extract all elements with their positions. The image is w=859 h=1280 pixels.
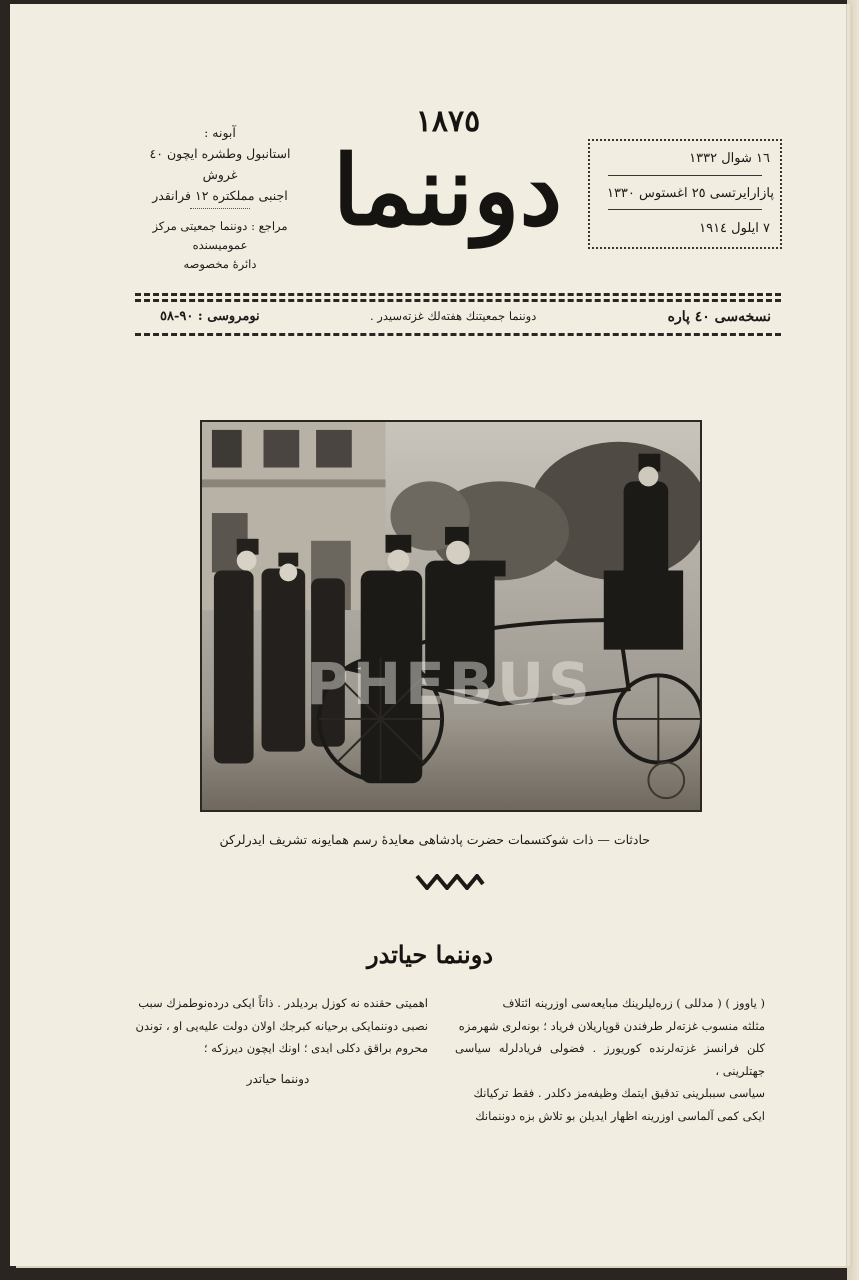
- masthead-year: ١٨٧٥: [415, 104, 481, 139]
- photo-caption: حادثات — ذات شوكتسمات حضرت پادشاهى معايدهٔ رسم همايونه تشريف ايدرلركن: [219, 832, 650, 847]
- watermark: PHEBUS: [306, 650, 594, 718]
- article-column-right: [455, 992, 765, 1127]
- dashed-rule: [135, 293, 781, 296]
- article-title: دوننما حياتدر: [367, 940, 493, 969]
- address-line: مراجع : دوننما جمعيتى مركز عموميسنده: [152, 219, 288, 252]
- divider: [608, 175, 762, 176]
- address-office: دائرهٔ مخصوصه: [183, 257, 257, 271]
- dashed-rule: [135, 299, 781, 302]
- article-line: نصبى دوننمايكى برحيانه كبرجك اولان دولت عليه‌يى او ، توندن: [135, 1018, 428, 1033]
- issue-number: نومروسى : ٩٠-٥٨: [160, 309, 260, 324]
- article-signature: دوننما حياتدر: [246, 1071, 310, 1086]
- subscription-domestic: استانبول وطشره ايچون ٤٠ غروش: [149, 146, 291, 182]
- news-photograph: [200, 420, 702, 812]
- gregorian-date: ٧ ايلول ١٩١٤: [699, 221, 770, 236]
- rumi-date: پازارايرتسى ٢٥ اغستوس ١٣٣٠: [606, 186, 774, 201]
- article-line: ايكى كمى آلماسى اوزرينه اظهار ايديلن بو تلاش بزه دوننمانك: [475, 1108, 765, 1123]
- page-edge: [847, 0, 859, 1280]
- article-line: اهميتى حقنده نه كوزل برديلدر . ذاتاً ايكى درده‌نوطمزك سبب: [138, 996, 428, 1010]
- article-line: محروم براقق دكلى ايدى ؛ اونك ايچون ديرزكه ؛: [203, 1041, 428, 1055]
- divider: [608, 209, 762, 210]
- issue-price: نسخه‌سى ٤٠ پاره: [667, 309, 771, 325]
- article-line: ( ياووز ) ( مدللى ) زره‌ليلرينك مبايعه‌سى اوزرينه ائتلاف: [502, 996, 765, 1010]
- info-bar: [135, 304, 781, 332]
- divider: [190, 208, 250, 215]
- article-line: سياسى سببلرينى تدقيق ايتمك وظيفه‌مز دكلدر . فقط تركيانك: [473, 1086, 765, 1100]
- subscription-foreign: اجنبى مملكتره ١٢ فرانقدر: [152, 188, 288, 203]
- article-line: مثلثه منسوب غزته‌لر طرفندن قوپاريلان فرياد ؛ بونه‌لرى شهرمزه: [458, 1018, 765, 1033]
- date-box: [588, 139, 782, 249]
- subscription-heading: آبونه :: [204, 125, 236, 140]
- subscription-block: [135, 122, 305, 274]
- hijri-date: ١٦ شوال ١٣٣٢: [689, 151, 770, 166]
- newspaper-subtitle: دوننما جمعيتنك هفته‌لك غزته‌سيدر .: [370, 309, 537, 323]
- photograph-image: [202, 422, 700, 810]
- dashed-rule: [135, 333, 781, 336]
- article-column-left: [128, 992, 428, 1090]
- masthead-title: دوننما: [332, 134, 563, 247]
- article-line: كلن فرانسز غزته‌لرنده كوريورز . فضولى فريادلرله سياسى جهتلرينى ،: [455, 1041, 765, 1078]
- masthead: [320, 105, 575, 285]
- ornament-divider: [415, 874, 485, 890]
